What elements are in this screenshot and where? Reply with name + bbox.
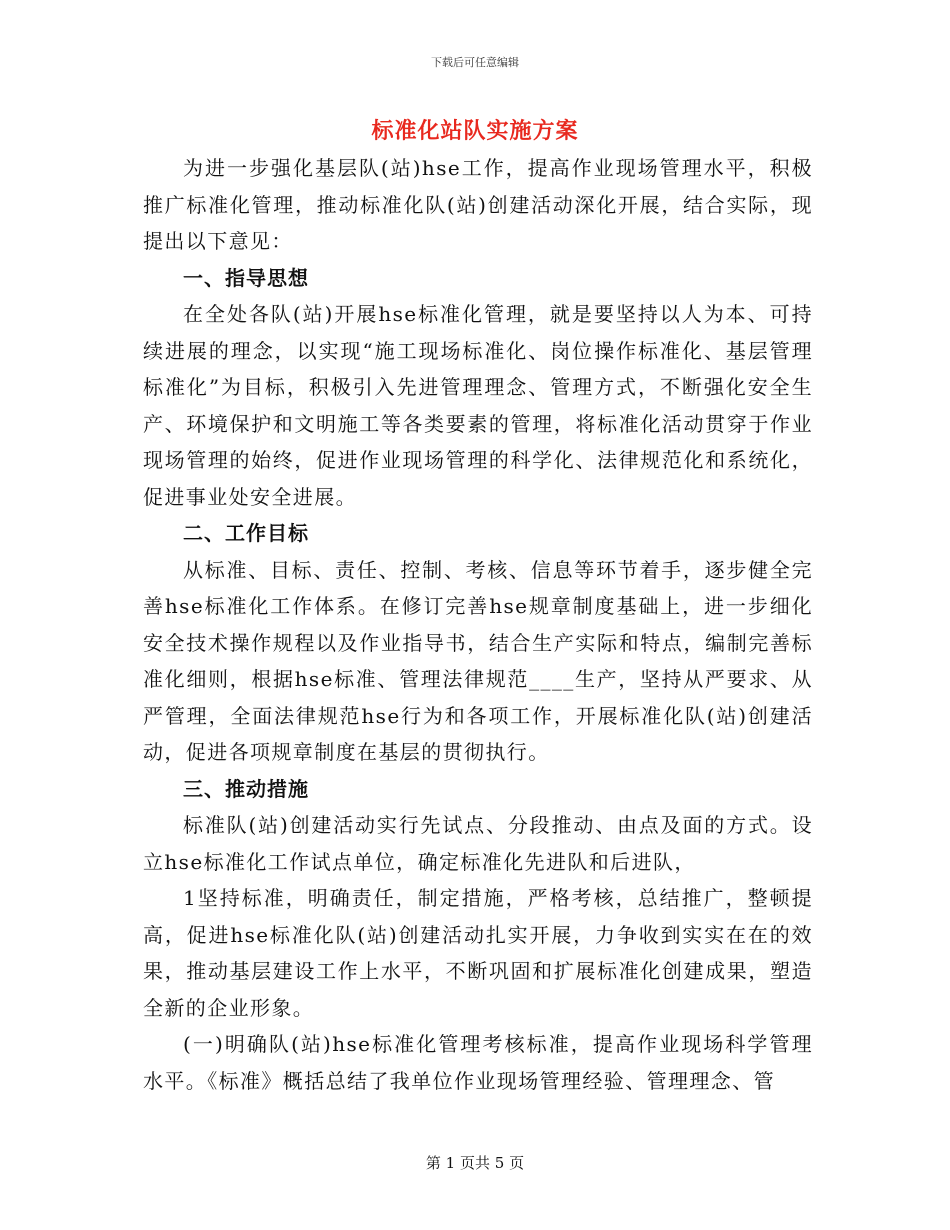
intro-paragraph: 为进一步强化基层队(站)hse工作，提高作业现场管理水平，积极推广标准化管理，推动标准化队(站)创建活动深化开展，结合实际，现提出以下意见： bbox=[143, 156, 813, 253]
document-title: 标准化站队实施方案 bbox=[371, 118, 579, 144]
page-number: 第 1 页共 5 页 bbox=[425, 1154, 525, 1172]
section-heading-guiding-ideology: 一、指导思想 bbox=[183, 265, 309, 290]
measures-paragraph-1: 标准队(站)创建活动实行先试点、分段推动、由点及面的方式。设立hse标准化工作试点单位，确定标准化先进队和后进队， bbox=[143, 813, 813, 874]
section-body-work-goals: 从标准、目标、责任、控制、考核、信息等环节着手，逐步健全完善hse标准化工作体系。在修订完善hse规章制度基础上，进一步细化安全技术操作规程以及作业指导书，结合生产实际和特点，编制完善标准化细则，根据hse标准、管理法律规范____生产，坚持从严要求、从严管理，全面法律规范hse行为和各项工作，开展标准化队(站)创建活动，促进各项规章制度在基层的贯彻执行。 bbox=[143, 557, 813, 764]
section-heading-work-goals: 二、工作目标 bbox=[183, 521, 309, 545]
measures-paragraph-2: 1坚持标准，明确责任，制定措施，严格考核，总结推广，整顿提高，促进hse标准化队(站)创建活动扎实开展，力争收到实实在在的效果，推动基层建设工作上水平，不断巩固和扩展标准化创建成果，塑造全新的企业形象。 bbox=[143, 886, 813, 1020]
header-note: 下载后可任意编辑 bbox=[431, 56, 519, 69]
section-body-guiding-ideology: 在全处各队(站)开展hse标准化管理，就是要坚持以人为本、可持续进展的理念，以实现“施工现场标准化、岗位操作标准化、基层管理标准化”为目标，积极引入先进管理理念、管理方式，不断强化安全生产、环境保护和文明施工等各类要素的管理，将标准化活动贯穿于作业现场管理的始终，促进作业现场管理的科学化、法律规范化和系统化，促进事业处安全进展。 bbox=[143, 302, 813, 509]
document-body bbox=[143, 150, 813, 1099]
section-heading-measures: 三、推动措施 bbox=[183, 776, 309, 801]
measures-paragraph-3: (一)明确队(站)hse标准化管理考核标准，提高作业现场科学管理水平。《标准》概括总结了我单位作业现场管理经验、管理理念、管 bbox=[143, 1032, 813, 1093]
